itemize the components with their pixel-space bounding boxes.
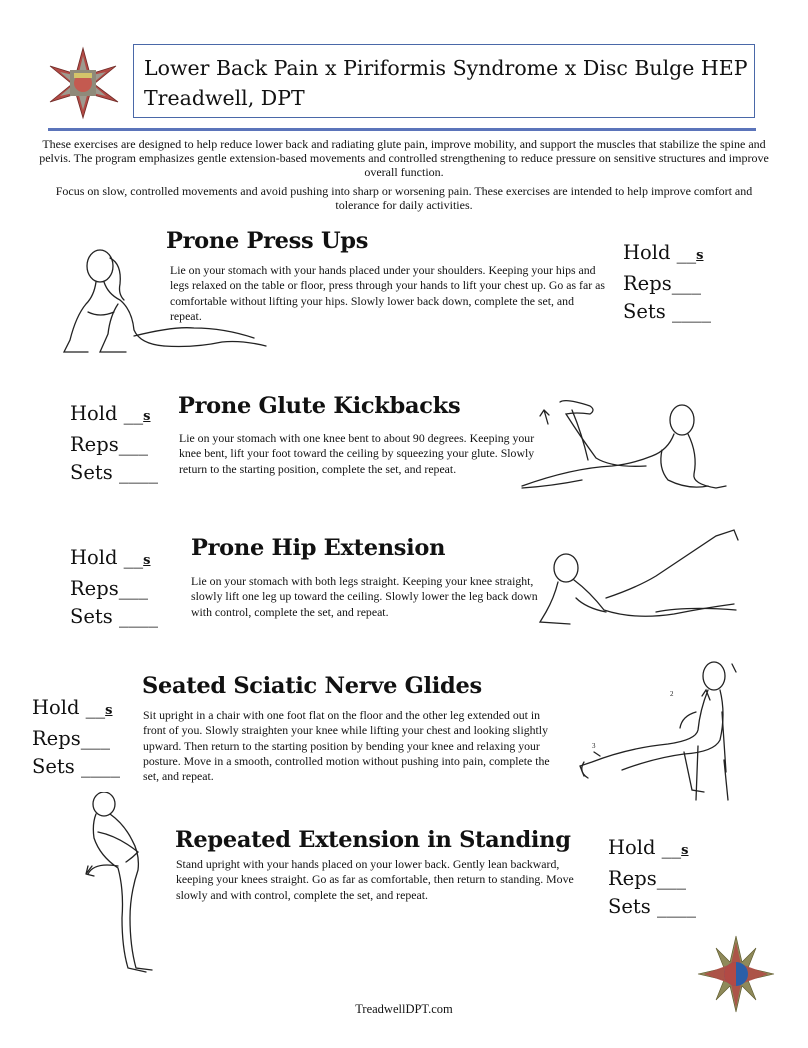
exercise-title: Seated Sciatic Nerve Glides [142, 673, 482, 699]
intro-paragraph-1: These exercises are designed to help reduce lower back and radiating glute pain, improve mobility, and support the muscles that stabilize the spine and pelvis. The program emphasizes gentle extension-based movements and controlled strengthening to reduce pressure on sensitive structures and improve overall function. [39, 137, 769, 179]
header-divider [48, 128, 756, 131]
sciatic-nerve-glide-illustration [566, 652, 748, 804]
compass-star-logo-icon [46, 46, 120, 120]
exercise-title: Prone Press Ups [166, 228, 369, 254]
exercise-params [608, 834, 696, 921]
exercise-params [70, 400, 158, 487]
exercise-params [623, 239, 711, 326]
sets-field[interactable]: Sets ____ [32, 755, 120, 778]
exercise-description: Lie on your stomach with one knee bent to about 90 degrees. Keeping your knee bent, lift your foot toward the ceiling by squeezing your glute. Slowly return to the starting position, complete the set, and repeat. [179, 431, 535, 476]
intro-paragraph-2: Focus on slow, controlled movements and avoid pushing into sharp or worsening pain. These exercises are intended to help improve comfort and tolerance for daily activities. [55, 184, 753, 212]
reps-field[interactable]: Reps___ [70, 433, 148, 456]
svg-text:3: 3 [592, 742, 596, 750]
reps-field[interactable]: Reps___ [608, 867, 686, 890]
reps-field[interactable]: Reps___ [623, 272, 701, 295]
exercise-description: Lie on your stomach with your hands placed under your shoulders. Keeping your hips and legs relaxed on the table or floor, press through your hands to lift your chest up. Go as far as comfortable without lifting your hips. Slowly lower back down, complete the set, and repeat. [170, 263, 605, 323]
header-title-box [133, 44, 755, 118]
hold-field[interactable]: Hold __s [32, 696, 113, 719]
hold-field[interactable]: Hold __s [70, 546, 151, 569]
svg-text:2: 2 [670, 690, 674, 698]
exercise-description: Lie on your stomach with both legs straight. Keeping your knee straight, slowly lift one leg up toward the ceiling. Slowly lower the leg back down with control, complete the set, and repeat. [191, 574, 538, 619]
page-title: Lower Back Pain x Piriformis Syndrome x Disc Bulge HEP [144, 56, 748, 80]
exercise-params [32, 694, 120, 781]
exercise-description: Stand upright with your hands placed on your lower back. Gently lean backward, keeping your knees straight. Go as far as comfortable, then return to standing. Move slowly and with control, complete the set, and repeat. [176, 857, 574, 902]
author-name: Treadwell, DPT [144, 86, 305, 110]
hold-field[interactable]: Hold __s [623, 241, 704, 264]
footer-website[interactable]: TreadwellDPT.com [355, 1002, 453, 1016]
sets-field[interactable]: Sets ____ [70, 461, 158, 484]
exercise-params [70, 544, 158, 631]
hold-field[interactable]: Hold __s [608, 836, 689, 859]
standing-extension-illustration [74, 792, 178, 978]
sets-field[interactable]: Sets ____ [623, 300, 711, 323]
exercise-title: Repeated Extension in Standing [175, 827, 571, 853]
sets-field[interactable]: Sets ____ [608, 895, 696, 918]
glute-kickback-illustration [512, 390, 732, 502]
hold-field[interactable]: Hold __s [70, 402, 151, 425]
reps-field[interactable]: Reps___ [32, 727, 110, 750]
exercise-description: Sit upright in a chair with one foot flat on the floor and the other leg extended out in front of you. Slowly straighten your knee while lifting your chest and looking slightly upward. Then return to the starting position by bending your knee and relaxing your posture. Move in a smooth, controlled motion without pushing into pain, complete the set, and repeat. [143, 708, 550, 784]
hip-extension-illustration [536, 522, 748, 634]
sets-field[interactable]: Sets ____ [70, 605, 158, 628]
exercise-title: Prone Hip Extension [191, 535, 446, 561]
exercise-title: Prone Glute Kickbacks [178, 393, 461, 419]
reps-field[interactable]: Reps___ [70, 577, 148, 600]
